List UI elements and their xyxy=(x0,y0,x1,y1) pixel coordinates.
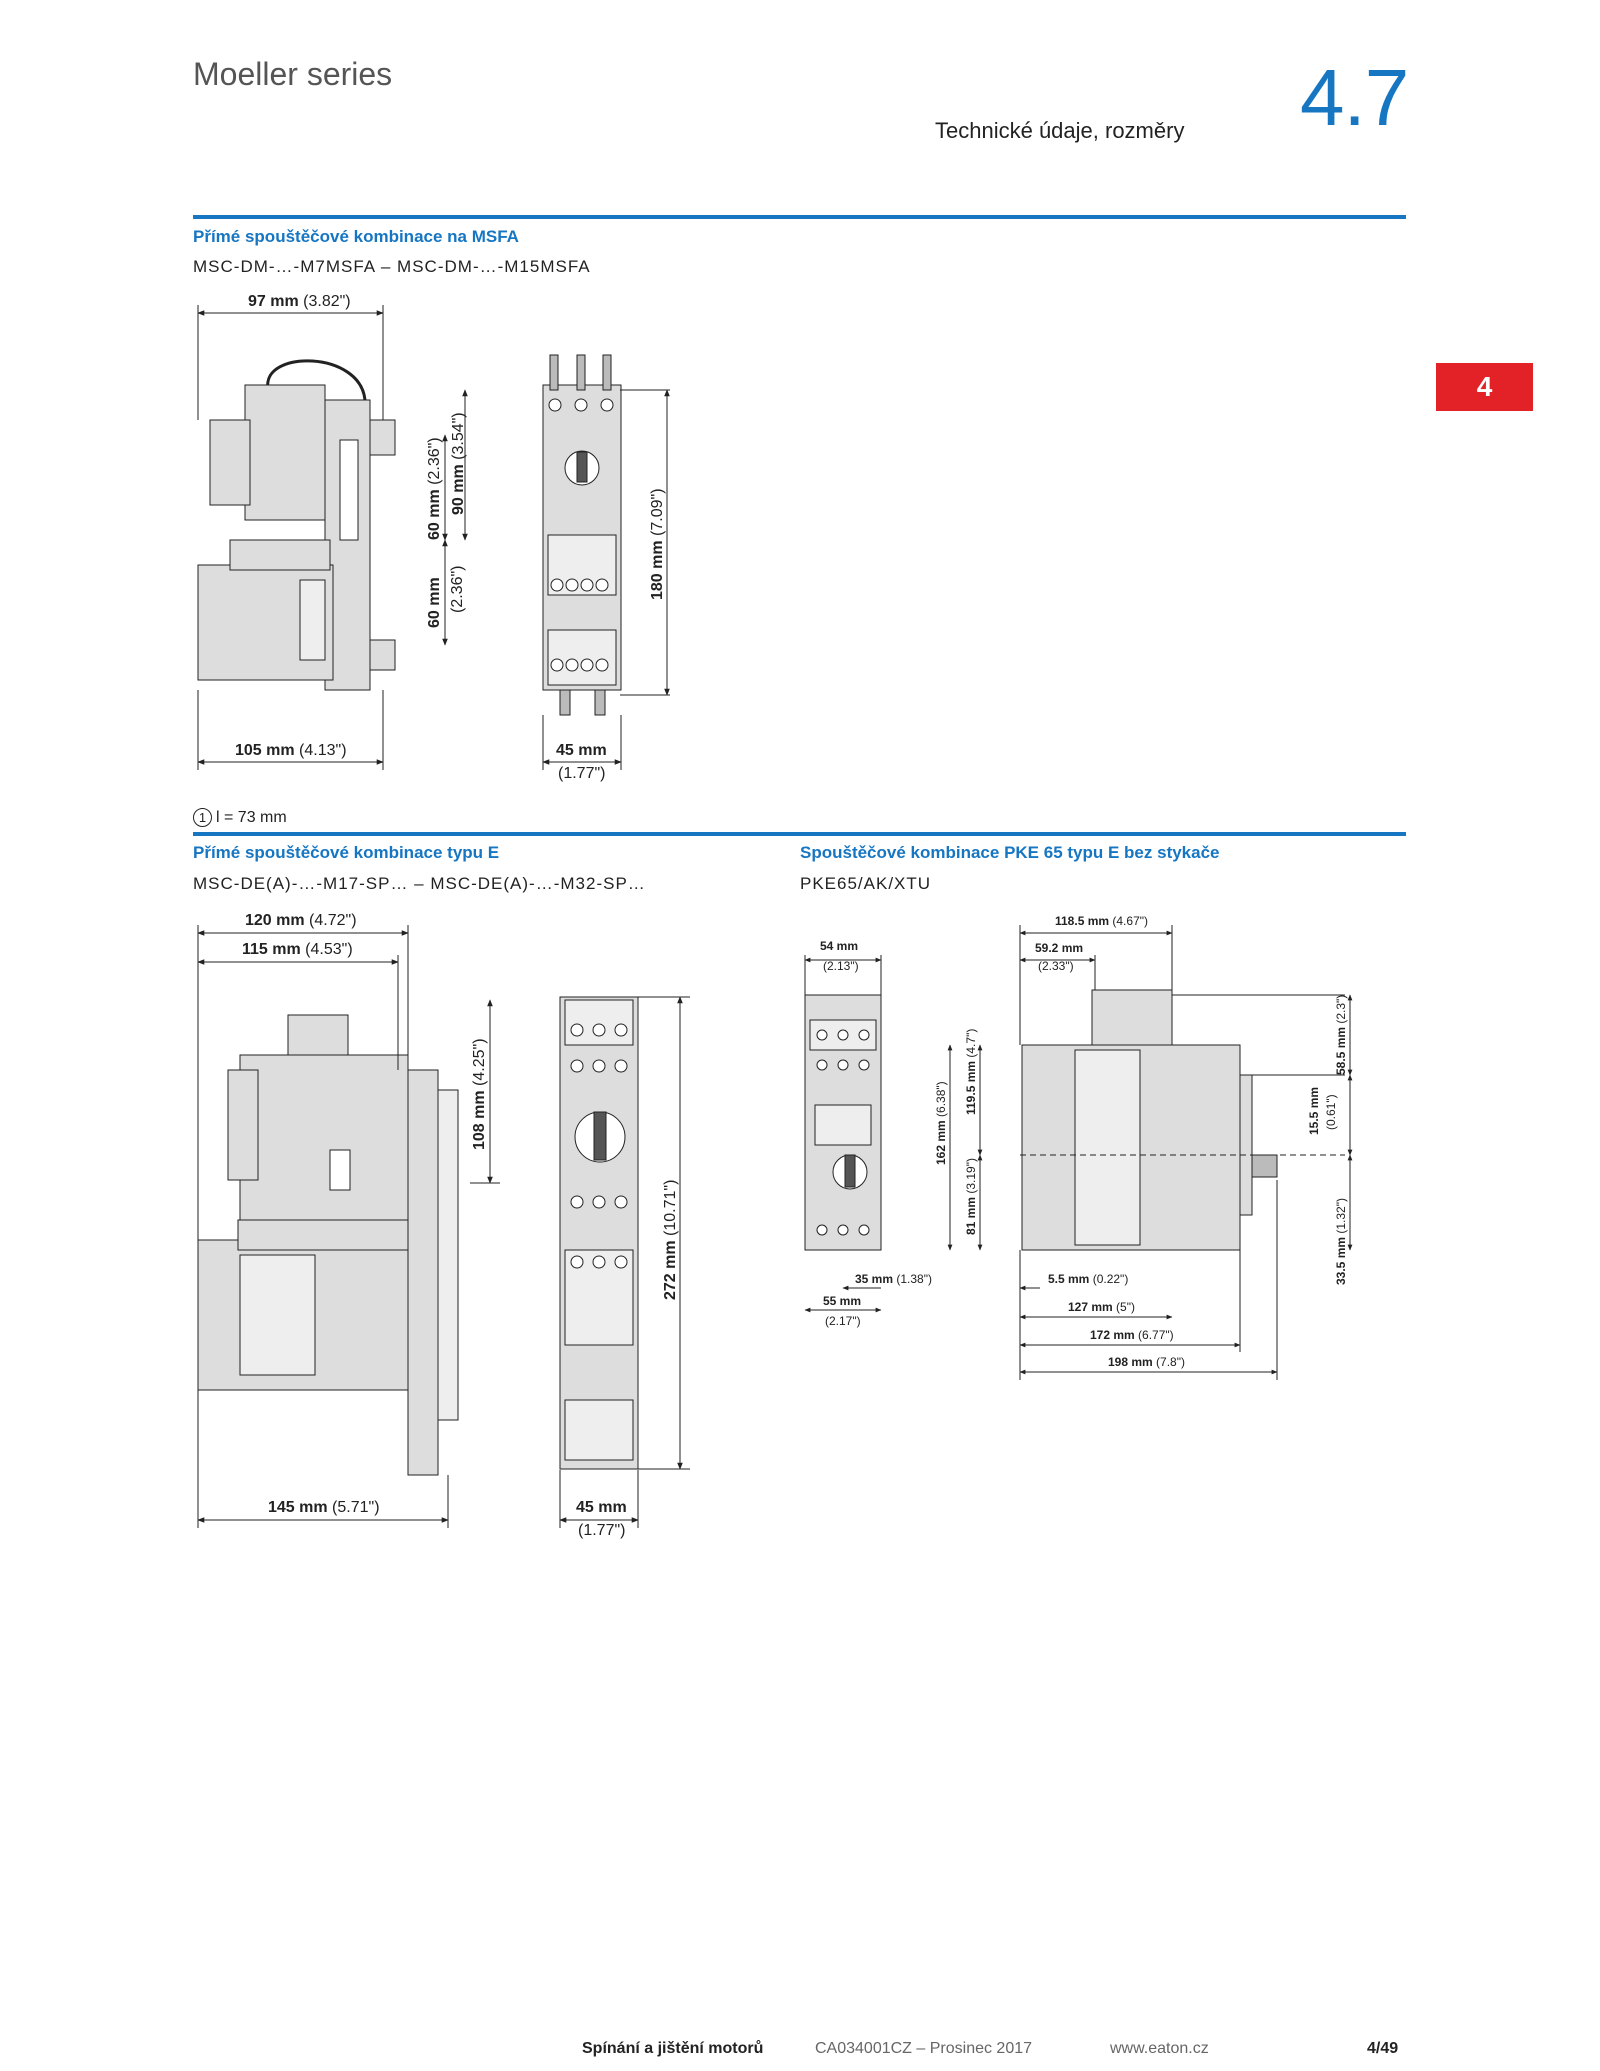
dim-108-mm: 108 mm xyxy=(471,1090,488,1150)
dim-60-mm-b: 60 mm xyxy=(426,577,443,628)
svg-text:60 mm (2.36") xyxy=(426,437,443,540)
dim-180-mm: 180 mm xyxy=(649,540,666,600)
dim-335-mm: 33.5 mm xyxy=(1334,1236,1348,1285)
dim-90-in: (3.54") xyxy=(450,412,467,460)
dim-55b-in: (0.22") xyxy=(1092,1272,1129,1286)
model-range: MSC-DM-…-M7MSFA – MSC-DM-…-M15MSFA xyxy=(193,257,591,276)
footer-url[interactable]: www.eaton.cz xyxy=(1110,2040,1209,2057)
section-heading: Přímé spouštěčové kombinace na MSFA xyxy=(193,227,519,246)
dim-115-mm: 115 mm xyxy=(242,941,301,958)
svg-text:120 mm (4.72") xyxy=(245,912,357,929)
footer-title: Spínání a jištění motorů xyxy=(582,2040,764,2057)
dim-155-in: (0.61") xyxy=(1324,1094,1338,1130)
dim-585-mm: 58.5 mm xyxy=(1334,1026,1348,1075)
dim-55b-mm: 5.5 mm xyxy=(1048,1272,1090,1286)
model-range: MSC-DE(A)-…-M17-SP… – MSC-DE(A)-…-M32-SP… xyxy=(193,874,646,893)
svg-text:33.5 mm (1.32") xyxy=(1334,1198,1348,1285)
page-number: 4/49 xyxy=(1367,2040,1399,2057)
dim-108-in: (4.25") xyxy=(471,1038,488,1086)
drawing-note xyxy=(193,808,287,827)
dim-145-mm: 145 mm xyxy=(268,1499,328,1516)
dim-585-in: (2.3") xyxy=(1334,994,1348,1024)
dim-55-mm: 55 mm xyxy=(823,1294,862,1308)
dim-97-mm: 97 mm xyxy=(248,293,299,310)
dim-127-mm: 127 mm xyxy=(1068,1300,1113,1314)
dim-272-mm: 272 mm xyxy=(662,1240,679,1300)
section-divider xyxy=(193,215,1406,219)
dim-120-mm: 120 mm xyxy=(245,912,305,929)
dim-115-in: (4.53") xyxy=(305,941,353,958)
section-heading: Přímé spouštěčové kombinace typu E xyxy=(193,843,500,862)
dim-90-mm: 90 mm xyxy=(450,464,467,515)
section-divider xyxy=(193,832,1406,836)
series-title: Moeller series xyxy=(193,56,393,92)
dim-120-in: (4.72") xyxy=(309,912,357,929)
dim-198-in: (7.8") xyxy=(1156,1355,1185,1369)
dim-35-in: (1.38") xyxy=(896,1272,932,1286)
svg-text:119.5 mm (4.7") xyxy=(964,1029,978,1115)
dim-172-in: (6.77") xyxy=(1138,1328,1174,1342)
svg-text:35 mm (1.38") xyxy=(855,1272,932,1286)
svg-text:81 mm (3.19") xyxy=(964,1158,978,1235)
dim-1195-in: (4.7") xyxy=(964,1028,978,1058)
dim-60-in-a: (2.36") xyxy=(426,437,443,485)
dim-97-in: (3.82") xyxy=(303,293,351,310)
svg-text:118.5 mm (4.67") xyxy=(1055,914,1148,928)
dim-1185-in: (4.67") xyxy=(1112,914,1148,928)
dim-54-mm: 54 mm xyxy=(820,939,859,953)
model-range: PKE65/AK/XTU xyxy=(800,874,932,893)
dim-335-in: (1.32") xyxy=(1334,1198,1348,1234)
dim-592-in: (2.33") xyxy=(1038,959,1074,973)
dim-198-mm: 198 mm xyxy=(1108,1355,1153,1369)
dim-81-in: (3.19") xyxy=(964,1158,978,1194)
dim-45-in-e: (1.77") xyxy=(578,1522,626,1539)
chapter-tab[interactable]: 4 xyxy=(1436,363,1533,411)
svg-text:58.5 mm (2.3") xyxy=(1334,995,1348,1075)
dim-105-in: (4.13") xyxy=(299,742,347,759)
svg-text:172 mm (6.77") xyxy=(1090,1328,1174,1342)
dim-155-mm: 15.5 mm xyxy=(1307,1086,1321,1135)
svg-text:127 mm (5") xyxy=(1068,1300,1135,1314)
svg-text:108 mm (4.25") xyxy=(471,1038,488,1150)
dim-45-mm: 45 mm xyxy=(556,742,607,759)
dim-272-in: (10.71") xyxy=(662,1179,679,1236)
svg-text:90 mm (3.54") xyxy=(450,412,467,515)
dim-105-mm: 105 mm xyxy=(235,742,295,759)
dim-55-in: (2.17") xyxy=(825,1314,861,1328)
svg-text:105 mm (4.13") xyxy=(235,742,347,759)
type-e-dimension-drawing xyxy=(190,900,690,1540)
dim-145-in: (5.71") xyxy=(332,1499,380,1516)
dim-81-mm: 81 mm xyxy=(964,1196,978,1235)
dim-1185-mm: 118.5 mm xyxy=(1055,914,1110,928)
svg-text:198 mm (7.8") xyxy=(1108,1355,1185,1369)
dim-180-in: (7.09") xyxy=(649,488,666,536)
svg-text:115 mm (4.53") xyxy=(242,941,353,958)
footer-catalog: CA034001CZ – Prosinec 2017 xyxy=(815,2040,1033,2057)
svg-text:272 mm (10.71") xyxy=(662,1180,679,1300)
dim-60-in-b: (2.36") xyxy=(449,565,466,613)
chapter-number: 4.7 xyxy=(1300,53,1409,142)
pke65-dimension-drawing xyxy=(795,900,1355,1400)
svg-text:145 mm (5.71") xyxy=(268,1499,380,1516)
section-heading: Spouštěčové kombinace PKE 65 typu E bez stykače xyxy=(800,843,1220,862)
note-text: l = 73 mm xyxy=(216,809,287,826)
msfa-dimension-drawing xyxy=(190,285,670,795)
dim-54-in: (2.13") xyxy=(823,959,859,973)
dim-592-mm: 59.2 mm xyxy=(1035,941,1084,955)
svg-text:5.5 mm (0.22") xyxy=(1048,1272,1128,1286)
dim-60-mm-a: 60 mm xyxy=(426,489,443,540)
dim-1195-mm: 119.5 mm xyxy=(964,1060,978,1115)
dim-162-in: (6.38") xyxy=(934,1081,948,1117)
note-number: 1 xyxy=(193,808,212,827)
dim-35-mm: 35 mm xyxy=(855,1272,894,1286)
dim-127-in: (5") xyxy=(1116,1300,1135,1314)
svg-text:97 mm (3.82") xyxy=(248,293,351,310)
svg-text:180 mm (7.09") xyxy=(649,488,666,600)
svg-text:162 mm (6.38") xyxy=(934,1081,948,1165)
dim-45-in: (1.77") xyxy=(558,765,606,782)
dim-45-mm-e: 45 mm xyxy=(576,1499,627,1516)
section-subtitle: Technické údaje, rozměry xyxy=(935,118,1185,143)
dim-162-mm: 162 mm xyxy=(934,1120,948,1165)
dim-172-mm: 172 mm xyxy=(1090,1328,1135,1342)
